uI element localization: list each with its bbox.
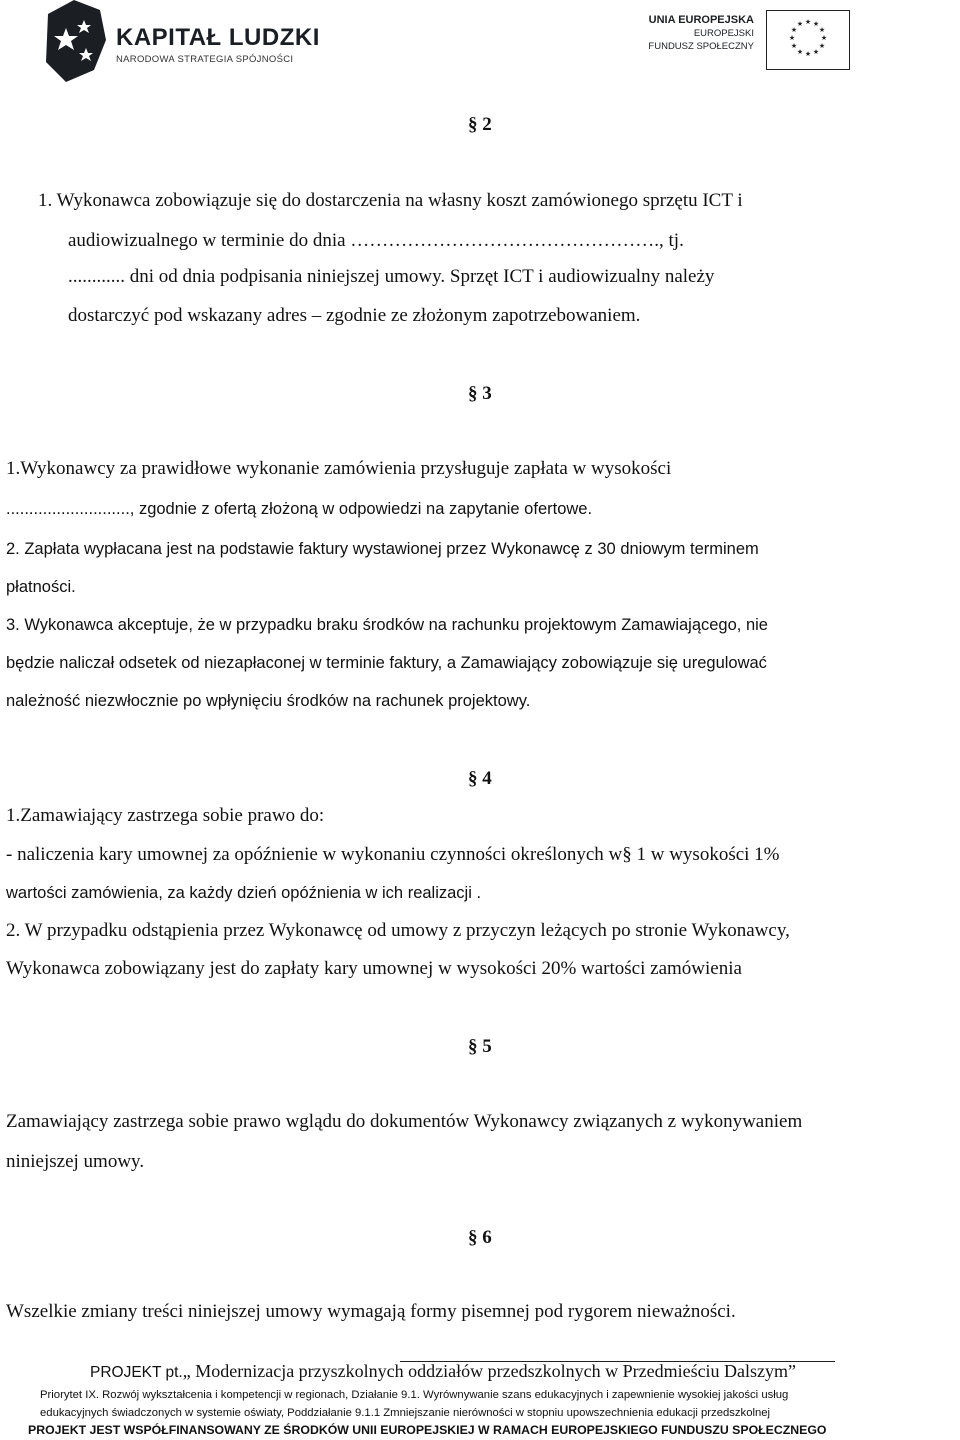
section-2-p1-line3: ............ dni od dnia podpisania niniejszej umowy. Sprzęt ICT i audiowizualny należy: [68, 266, 715, 287]
section-3-p3-line3: należność niezwłocznie po wpłynięciu środków na rachunek projektowy.: [6, 692, 531, 710]
footer-subaction-line: edukacyjnych świadczonych w systemie oświaty, Poddziałanie 9.1.1 Zmniejszanie nierówności w stopniu upowszechnienia edukacji przedszkolnej: [40, 1407, 771, 1419]
svg-text:★: ★: [804, 50, 812, 58]
svg-text:★: ★: [820, 34, 828, 42]
section-5-heading: § 5: [468, 1036, 492, 1057]
section-3-p1-line1: 1.Wykonawcy za prawidłowe wykonanie zamówienia przysługuje zapłata w wysokości: [6, 458, 672, 479]
section-5-p1-line2: niniejszej umowy.: [6, 1151, 145, 1172]
section-3-p1-line2: ..........................., zgodnie z ofertą złożoną w odpowiedzi na zapytanie ofertowe.: [6, 500, 593, 518]
kapital-ludzki-subtitle: NARODOWA STRATEGIA SPÓJNOŚCI: [116, 54, 294, 65]
svg-text:★: ★: [790, 42, 798, 50]
section-2-p1-line2: audiowizualnego w terminie do dnia …………………………………………., tj.: [68, 230, 684, 251]
section-3-heading: § 3: [468, 383, 492, 404]
section-2-heading: § 2: [468, 114, 492, 135]
svg-text:★: ★: [804, 18, 812, 26]
footer-priority-line: Priorytet IX. Rozwój wykształcenia i kompetencji w regionach, Działanie 9.1. Wyrównywanie szans edukacyjnych i zapewnienie wysokiej jakości usług: [40, 1389, 789, 1401]
svg-text:★: ★: [790, 26, 798, 34]
eu-logo-line2: EUROPEJSKI: [693, 28, 754, 39]
section-3-p2-line1: 2. Zapłata wypłacana jest na podstawie faktury wystawionej przez Wykonawcę z 30 dniowym terminem: [6, 540, 759, 558]
section-3-p2-line2: płatności.: [6, 578, 76, 596]
kapital-ludzki-logo: [44, 0, 320, 82]
section-4-p2-line2: Wykonawca zobowiązany jest do zapłaty kary umownej w wysokości 20% wartości zamówienia: [6, 958, 742, 979]
svg-text:★: ★: [818, 26, 826, 34]
svg-text:★: ★: [796, 20, 804, 28]
section-4-heading: § 4: [468, 768, 492, 789]
footer-project-line: [90, 1361, 796, 1382]
section-4-p1-line3: wartości zamówienia, za każdy dzień opóźnienia w ich realizacji .: [6, 884, 482, 902]
svg-text:★: ★: [796, 48, 804, 56]
eu-logo: [648, 10, 948, 68]
section-4-p1-line2: - naliczenia kary umownej za opóźnienie w wykonaniu czynności określonych w§ 1 w wysokości 1%: [6, 844, 780, 865]
section-5-p1-line1: Zamawiający zastrzega sobie prawo wglądu do dokumentów Wykonawcy związanych z wykonywaniem: [6, 1111, 803, 1132]
eu-logo-text: [648, 14, 754, 53]
eu-logo-line1: UNIA EUROPEJSKA: [648, 14, 754, 26]
kapital-ludzki-title: KAPITAŁ LUDZKI: [116, 24, 320, 51]
section-6-heading: § 6: [468, 1227, 492, 1248]
eu-flag-icon: [766, 10, 850, 70]
eu-logo-line3: FUNDUSZ SPOŁECZNY: [648, 41, 754, 52]
footer-project-prefix: PROJEKT pt.: [90, 1364, 183, 1381]
section-3-p3-line1: 3. Wykonawca akceptuje, że w przypadku braku środków na rachunku projektowym Zamawiającego, nie: [6, 616, 768, 634]
footer-project-title: „ Modernizacja przyszkolnych oddziałów przedszkolnych w Przedmieściu Dalszym”: [182, 1361, 797, 1381]
section-3-p3-line2: będzie naliczał odsetek od niezapłaconej w terminie faktury, a Zamawiający zobowiązuje się uregulować: [6, 654, 767, 672]
section-4-p2-line1: 2. W przypadku odstąpienia przez Wykonawcę od umowy z przyczyn leżących po stronie Wykonawcy,: [6, 920, 790, 941]
footer-cofinancing-line: PROJEKT JEST WSPÓŁFINANSOWANY ZE ŚRODKÓW UNII EUROPEJSKIEJ W RAMACH EUROPEJSKIEGO FUNDUSZU SPOŁECZNEGO: [28, 1423, 827, 1437]
svg-text:★: ★: [812, 20, 820, 28]
svg-text:★: ★: [812, 48, 820, 56]
section-6-p1-line1: Wszelkie zmiany treści niniejszej umowy wymagają formy pisemnej pod rygorem nieważności.: [6, 1301, 736, 1322]
svg-text:★: ★: [818, 42, 826, 50]
section-2-p1-line4: dostarczyć pod wskazany adres – zgodnie ze złożonym zapotrzebowaniem.: [68, 305, 641, 326]
section-2-p1-line1: 1. Wykonawca zobowiązuje się do dostarczenia na własny koszt zamówionego sprzętu ICT i: [38, 190, 743, 211]
section-4-p1-line1: 1.Zamawiający zastrzega sobie prawo do:: [6, 805, 325, 826]
svg-text:★: ★: [788, 34, 796, 42]
kapital-ludzki-emblem-icon: [44, 0, 106, 82]
